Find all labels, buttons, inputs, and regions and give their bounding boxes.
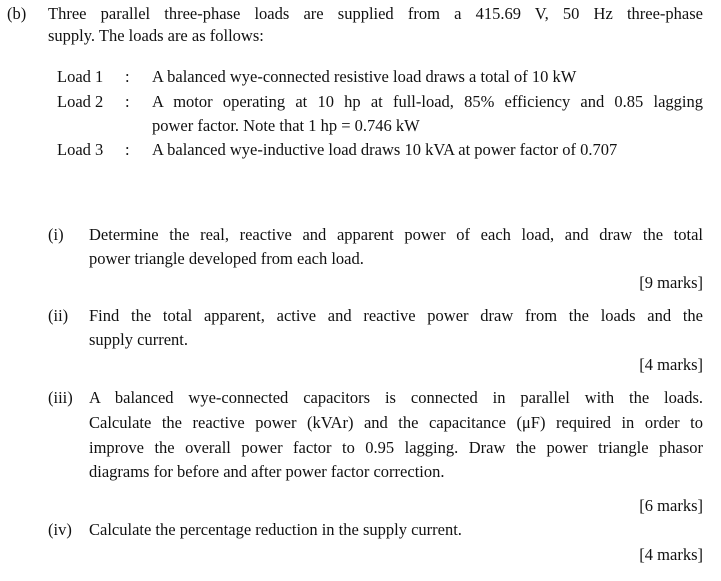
load-3-colon: :	[125, 140, 130, 159]
load-2-description-line-2: power factor. Note that 1 hp = 0.746 kW	[152, 116, 420, 135]
part-iii-line-3: improve the overall power factor to 0.95 lagging. Draw the power triangle phasor	[89, 438, 703, 457]
part-i-line-1: Determine the real, reactive and apparent power of each load, and draw the total	[89, 225, 703, 244]
part-ii-marks: [4 marks]	[639, 355, 703, 374]
part-iv-label: (iv)	[48, 520, 72, 539]
load-1-name: Load 1	[57, 67, 104, 86]
part-iii-label: (iii)	[48, 388, 73, 407]
part-i-marks: [9 marks]	[639, 273, 703, 292]
load-2-name: Load 2	[57, 92, 104, 111]
part-i-line-2: power triangle developed from each load.	[89, 249, 364, 268]
part-iv-marks: [4 marks]	[639, 545, 703, 564]
question-intro-line-2: supply. The loads are as follows:	[48, 26, 264, 45]
part-iii-marks: [6 marks]	[639, 496, 703, 515]
part-i-label: (i)	[48, 225, 64, 244]
load-2-colon: :	[125, 92, 130, 111]
load-1-description: A balanced wye-connected resistive load draws a total of 10 kW	[152, 67, 577, 86]
part-ii-label: (ii)	[48, 306, 69, 325]
load-1-colon: :	[125, 67, 130, 86]
part-iii-line-2: Calculate the reactive power (kVAr) and the capacitance (μF) required in order to	[89, 413, 703, 432]
part-iv-line-1: Calculate the percentage reduction in the supply current.	[89, 520, 462, 539]
part-iii-line-4: diagrams for before and after power factor correction.	[89, 462, 445, 481]
load-3-name: Load 3	[57, 140, 104, 159]
part-iii-line-1: A balanced wye-connected capacitors is connected in parallel with the loads.	[89, 388, 703, 407]
question-intro-line-1: Three parallel three-phase loads are supplied from a 415.69 V, 50 Hz three-phase	[48, 4, 703, 23]
load-3-description: A balanced wye-inductive load draws 10 kVA at power factor of 0.707	[152, 140, 618, 159]
question-label: (b)	[7, 4, 27, 23]
load-2-description-line-1: A motor operating at 10 hp at full-load, 85% efficiency and 0.85 lagging	[152, 92, 703, 111]
part-ii-line-2: supply current.	[89, 330, 188, 349]
part-ii-line-1: Find the total apparent, active and reactive power draw from the loads and the	[89, 306, 703, 325]
